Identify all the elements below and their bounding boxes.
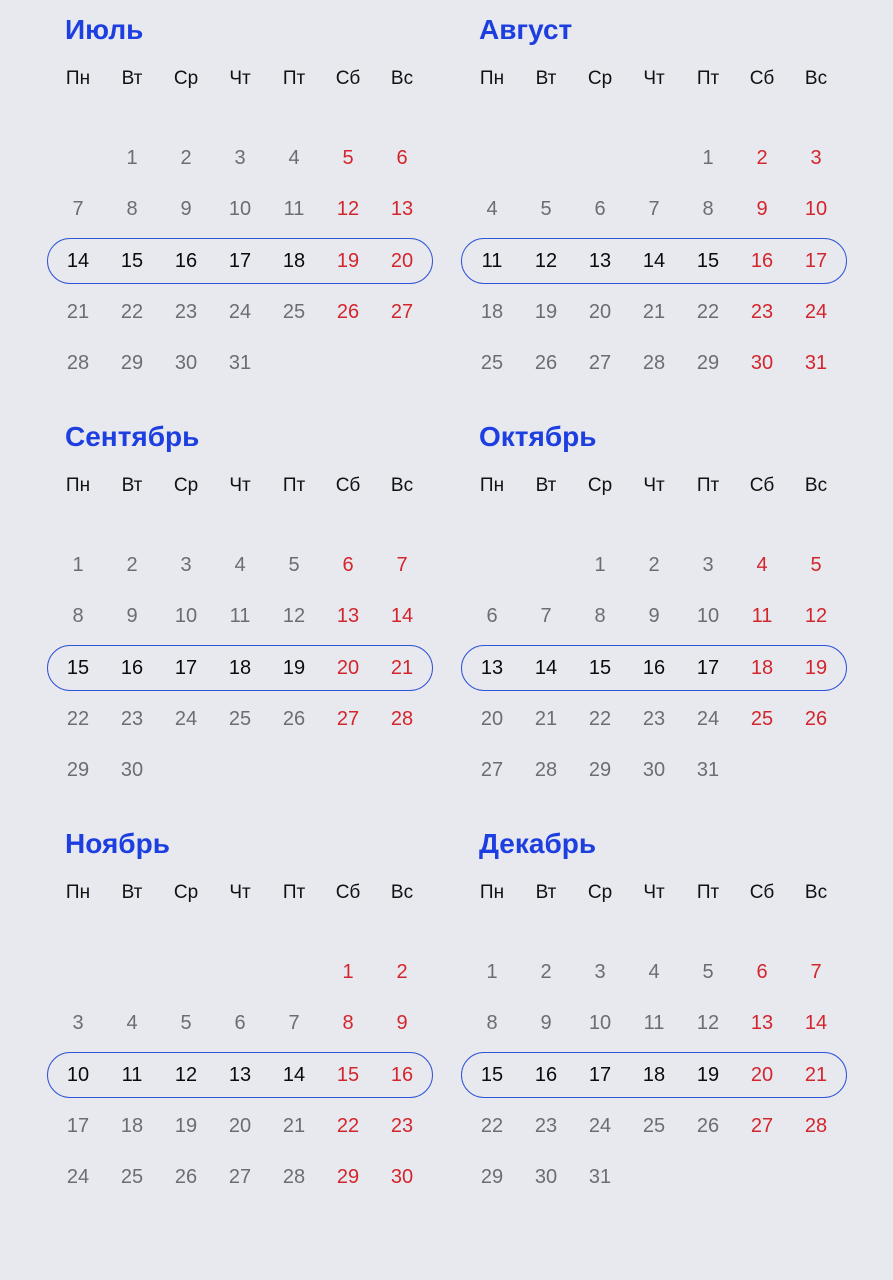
calendar-day[interactable]: 29 [588,759,612,781]
calendar-day[interactable]: 18 [228,657,252,679]
weekday-label: Пт [282,475,306,496]
calendar-day[interactable]: 15 [588,657,612,679]
calendar-day[interactable]: 15 [66,657,90,679]
calendar-day[interactable]: 30 [642,759,666,781]
calendar-day[interactable]: 25 [282,301,306,323]
calendar-day[interactable]: 13 [480,657,504,679]
calendar-day[interactable]: 31 [228,352,252,374]
calendar-day[interactable]: 8 [594,605,606,627]
calendar-day[interactable]: 2 [396,961,408,983]
calendar-day[interactable]: 10 [804,198,828,220]
calendar-day[interactable]: 17 [696,657,720,679]
calendar-day[interactable]: 19 [696,1064,720,1086]
calendar-day[interactable]: 28 [282,1166,306,1188]
calendar-day[interactable]: 9 [396,1012,408,1034]
calendar-day[interactable]: 5 [180,1012,192,1034]
calendar-day[interactable]: 29 [336,1166,360,1188]
calendar-day[interactable]: 4 [486,198,498,220]
calendar-day[interactable]: 10 [228,198,252,220]
month-title: Ноябрь [65,828,170,859]
calendar-day[interactable]: 29 [120,352,144,374]
calendar-day[interactable]: 7 [288,1012,300,1034]
calendar-day[interactable]: 3 [180,554,192,576]
calendar-day[interactable]: 23 [642,708,666,730]
weekday-label: Вт [535,68,557,89]
calendar-day[interactable]: 20 [228,1115,252,1137]
weekday-label: Пн [479,68,505,89]
calendar-day[interactable]: 31 [588,1166,612,1188]
calendar-day[interactable]: 20 [480,708,504,730]
weekday-label: Пн [65,68,91,89]
calendar-day[interactable]: 13 [390,198,414,220]
calendar-day[interactable]: 13 [228,1064,252,1086]
weekday-label: Вс [390,68,414,89]
weekday-label: Сб [749,475,775,496]
calendar-day[interactable]: 28 [66,352,90,374]
weekday-label: Ср [173,882,199,903]
calendar-day[interactable]: 5 [540,198,552,220]
weekday-label: Сб [749,882,775,903]
calendar-day[interactable]: 3 [72,1012,84,1034]
calendar-day[interactable]: 18 [120,1115,144,1137]
calendar-day[interactable]: 10 [174,605,198,627]
calendar-day[interactable]: 11 [481,250,503,272]
weekday-label: Вт [535,882,557,903]
calendar-day[interactable]: 3 [810,147,822,169]
weekday-label: Пт [696,882,720,903]
calendar-day[interactable]: 27 [336,708,360,730]
calendar-day[interactable]: 4 [288,147,300,169]
calendar-day[interactable]: 24 [66,1166,90,1188]
weekday-label: Вс [804,475,828,496]
calendar-day[interactable]: 19 [336,250,360,272]
calendar-day[interactable]: 17 [66,1115,90,1137]
calendar-day[interactable]: 18 [642,1064,666,1086]
calendar-day[interactable]: 25 [750,708,774,730]
calendar-day[interactable]: 22 [336,1115,360,1137]
calendar-day[interactable]: 23 [390,1115,414,1137]
calendar-day[interactable]: 16 [174,250,198,272]
month-title: Июль [65,14,144,45]
calendar-day[interactable]: 11 [643,1012,665,1034]
month-block [46,421,446,797]
month-title: Август [479,14,573,45]
calendar-day[interactable]: 21 [642,301,666,323]
calendar-day[interactable]: 6 [756,961,768,983]
calendar-day[interactable]: 27 [588,352,612,374]
calendar-day[interactable]: 26 [696,1115,720,1137]
calendar-day[interactable]: 21 [804,1064,828,1086]
weekday-label: Вт [121,68,143,89]
calendar-day[interactable]: 24 [804,301,828,323]
calendar-day[interactable]: 6 [234,1012,246,1034]
calendar-day[interactable]: 16 [750,250,774,272]
calendar-day[interactable]: 12 [804,605,828,627]
weekday-label: Пн [479,882,505,903]
calendar-day[interactable]: 12 [534,250,558,272]
calendar-day[interactable]: 7 [810,961,822,983]
calendar-day[interactable]: 7 [540,605,552,627]
calendar-day[interactable]: 3 [234,147,246,169]
calendar-day[interactable]: 26 [804,708,828,730]
calendar-day[interactable]: 13 [336,605,360,627]
calendar-day[interactable]: 21 [390,657,414,679]
calendar-day[interactable]: 2 [180,147,192,169]
calendar-day[interactable]: 14 [804,1012,828,1034]
calendar-day[interactable]: 27 [480,759,504,781]
weekday-label: Сб [749,68,775,89]
calendar-day[interactable]: 14 [390,605,414,627]
weekday-label: Вт [121,475,143,496]
calendar-day[interactable]: 15 [480,1064,504,1086]
calendar-day[interactable]: 12 [174,1064,198,1086]
weekday-label: Чт [643,68,665,89]
calendar-day[interactable]: 7 [72,198,84,220]
calendar-day[interactable]: 25 [480,352,504,374]
calendar-day[interactable]: 2 [756,147,768,169]
calendar-day[interactable]: 26 [282,708,306,730]
calendar-day[interactable]: 16 [120,657,144,679]
calendar-day[interactable]: 22 [66,708,90,730]
calendar-day[interactable]: 8 [702,198,714,220]
calendar-day[interactable]: 19 [534,301,558,323]
calendar-day[interactable]: 12 [696,1012,720,1034]
weekday-label: Пн [479,475,505,496]
calendar-day[interactable]: 2 [648,554,660,576]
calendar-day[interactable]: 9 [540,1012,552,1034]
calendar-day[interactable]: 27 [228,1166,252,1188]
calendar-day[interactable]: 14 [534,657,558,679]
weekday-label: Пт [696,475,720,496]
calendar-day[interactable]: 16 [390,1064,414,1086]
calendar-day[interactable]: 30 [534,1166,558,1188]
month-title: Сентябрь [65,421,200,452]
calendar-day[interactable]: 17 [228,250,252,272]
weekday-label: Ср [587,882,613,903]
calendar-day[interactable]: 10 [66,1064,90,1086]
calendar-day[interactable]: 13 [588,250,612,272]
calendar-day[interactable]: 1 [594,554,606,576]
weekday-label: Чт [643,475,665,496]
calendar-day[interactable]: 12 [282,605,306,627]
calendar-day[interactable]: 5 [288,554,300,576]
calendar-day[interactable]: 16 [534,1064,558,1086]
calendar-day[interactable]: 18 [750,657,774,679]
calendar-day[interactable]: 21 [66,301,90,323]
calendar-day[interactable]: 17 [804,250,828,272]
calendar-day[interactable]: 18 [480,301,504,323]
calendar-day[interactable]: 9 [126,605,138,627]
calendar-day[interactable]: 23 [174,301,198,323]
calendar-day[interactable]: 23 [534,1115,558,1137]
calendar-day[interactable]: 31 [804,352,828,374]
weekday-label: Сб [335,475,361,496]
calendar-day[interactable]: 11 [283,198,305,220]
calendar-day[interactable]: 22 [696,301,720,323]
calendar-day[interactable]: 7 [396,554,408,576]
calendar-day[interactable]: 28 [534,759,558,781]
calendar-day[interactable]: 1 [702,147,714,169]
calendar-day[interactable]: 21 [282,1115,306,1137]
weekday-label: Пт [282,68,306,89]
calendar-day[interactable]: 28 [642,352,666,374]
calendar-day[interactable]: 3 [594,961,606,983]
calendar-day[interactable]: 3 [702,554,714,576]
calendar-day[interactable]: 4 [126,1012,138,1034]
weekday-label: Вт [535,475,557,496]
calendar-day[interactable]: 29 [696,352,720,374]
calendar-day[interactable]: 16 [642,657,666,679]
calendar-day[interactable]: 25 [642,1115,666,1137]
calendar-day[interactable]: 10 [588,1012,612,1034]
calendar-day[interactable]: 30 [174,352,198,374]
calendar-day[interactable]: 6 [486,605,498,627]
weekday-label: Пт [696,68,720,89]
calendar-day[interactable]: 30 [120,759,144,781]
weekday-label: Ср [173,475,199,496]
calendar-day[interactable]: 11 [751,605,773,627]
calendar-day[interactable]: 4 [234,554,246,576]
calendar-day[interactable]: 6 [396,147,408,169]
calendar-day[interactable]: 9 [756,198,768,220]
weekday-label: Сб [335,882,361,903]
calendar-day[interactable]: 17 [588,1064,612,1086]
calendar-day[interactable]: 20 [336,657,360,679]
calendar-day[interactable]: 24 [696,708,720,730]
weekday-label: Чт [643,882,665,903]
calendar-day[interactable]: 31 [696,759,720,781]
weekday-label: Пт [282,882,306,903]
weekday-label: Вс [804,882,828,903]
weekday-label: Сб [335,68,361,89]
calendar-day[interactable]: 28 [390,708,414,730]
month-block [46,14,446,390]
calendar-day[interactable]: 30 [390,1166,414,1188]
calendar-day[interactable]: 26 [534,352,558,374]
calendar-day[interactable]: 14 [642,250,666,272]
calendar-day[interactable]: 5 [810,554,822,576]
calendar-day[interactable]: 23 [120,708,144,730]
calendar-day[interactable]: 26 [174,1166,198,1188]
weekday-label: Пн [65,475,91,496]
weekday-label: Вс [390,882,414,903]
calendar-day[interactable]: 9 [648,605,660,627]
calendar-day[interactable]: 22 [588,708,612,730]
month-title: Октябрь [479,421,597,452]
calendar-day[interactable]: 22 [120,301,144,323]
calendar-day[interactable]: 13 [750,1012,774,1034]
calendar-day[interactable]: 8 [72,605,84,627]
calendar-day[interactable]: 5 [702,961,714,983]
calendar-day[interactable]: 14 [282,1064,306,1086]
calendar-day[interactable]: 1 [342,961,354,983]
calendar-day[interactable]: 24 [588,1115,612,1137]
calendar-day[interactable]: 1 [486,961,498,983]
calendar-day[interactable]: 2 [126,554,138,576]
calendar-day[interactable]: 8 [486,1012,498,1034]
month-block [460,421,860,797]
weekday-label: Вт [121,882,143,903]
calendar-day[interactable]: 11 [229,605,251,627]
calendar-day[interactable]: 8 [126,198,138,220]
calendar-day[interactable]: 6 [342,554,354,576]
calendar-day[interactable]: 1 [126,147,138,169]
calendar-day[interactable]: 18 [282,250,306,272]
calendar-day[interactable]: 27 [750,1115,774,1137]
calendar-day[interactable]: 25 [120,1166,144,1188]
calendar-day[interactable]: 25 [228,708,252,730]
weekday-label: Чт [229,68,251,89]
weekday-label: Чт [229,882,251,903]
calendar-day[interactable]: 15 [120,250,144,272]
calendar-day[interactable]: 21 [534,708,558,730]
weekday-label: Ср [587,68,613,89]
calendar-day[interactable]: 2 [540,961,552,983]
calendar-day[interactable]: 1 [72,554,84,576]
calendar-day[interactable]: 5 [342,147,354,169]
weekday-label: Вс [804,68,828,89]
calendar-day[interactable]: 26 [336,301,360,323]
calendar-day[interactable]: 29 [480,1166,504,1188]
calendar-day[interactable]: 12 [336,198,360,220]
weekday-label: Пн [65,882,91,903]
calendar-day[interactable]: 30 [750,352,774,374]
month-block [460,14,860,390]
month-block [46,828,446,1204]
weekday-label: Вс [390,475,414,496]
month-title: Декабрь [479,828,597,859]
weekday-label: Ср [173,68,199,89]
weekday-label: Чт [229,475,251,496]
calendar-day[interactable]: 20 [750,1064,774,1086]
calendar-day[interactable]: 9 [180,198,192,220]
calendar-day[interactable]: 7 [648,198,660,220]
calendar-day[interactable]: 4 [756,554,768,576]
month-block [460,828,860,1204]
calendar-day[interactable]: 10 [696,605,720,627]
calendar-day[interactable]: 24 [228,301,252,323]
calendar-day[interactable]: 23 [750,301,774,323]
calendar-day[interactable]: 22 [480,1115,504,1137]
calendar-day[interactable]: 24 [174,708,198,730]
calendar-day[interactable]: 29 [66,759,90,781]
calendar-day[interactable]: 27 [390,301,414,323]
calendar-day[interactable]: 14 [66,250,90,272]
calendar-day[interactable]: 19 [174,1115,198,1137]
calendar-day[interactable]: 15 [336,1064,360,1086]
calendar-day[interactable]: 8 [342,1012,354,1034]
calendar-day[interactable]: 11 [121,1064,143,1086]
calendar-day[interactable]: 19 [804,657,828,679]
calendar-day[interactable]: 17 [174,657,198,679]
calendar-day[interactable]: 4 [648,961,660,983]
calendar-day[interactable]: 6 [594,198,606,220]
calendar-day[interactable]: 19 [282,657,306,679]
weekday-label: Ср [587,475,613,496]
calendar-day[interactable]: 20 [588,301,612,323]
calendar-day[interactable]: 20 [390,250,414,272]
calendar-day[interactable]: 28 [804,1115,828,1137]
calendar-day[interactable]: 15 [696,250,720,272]
